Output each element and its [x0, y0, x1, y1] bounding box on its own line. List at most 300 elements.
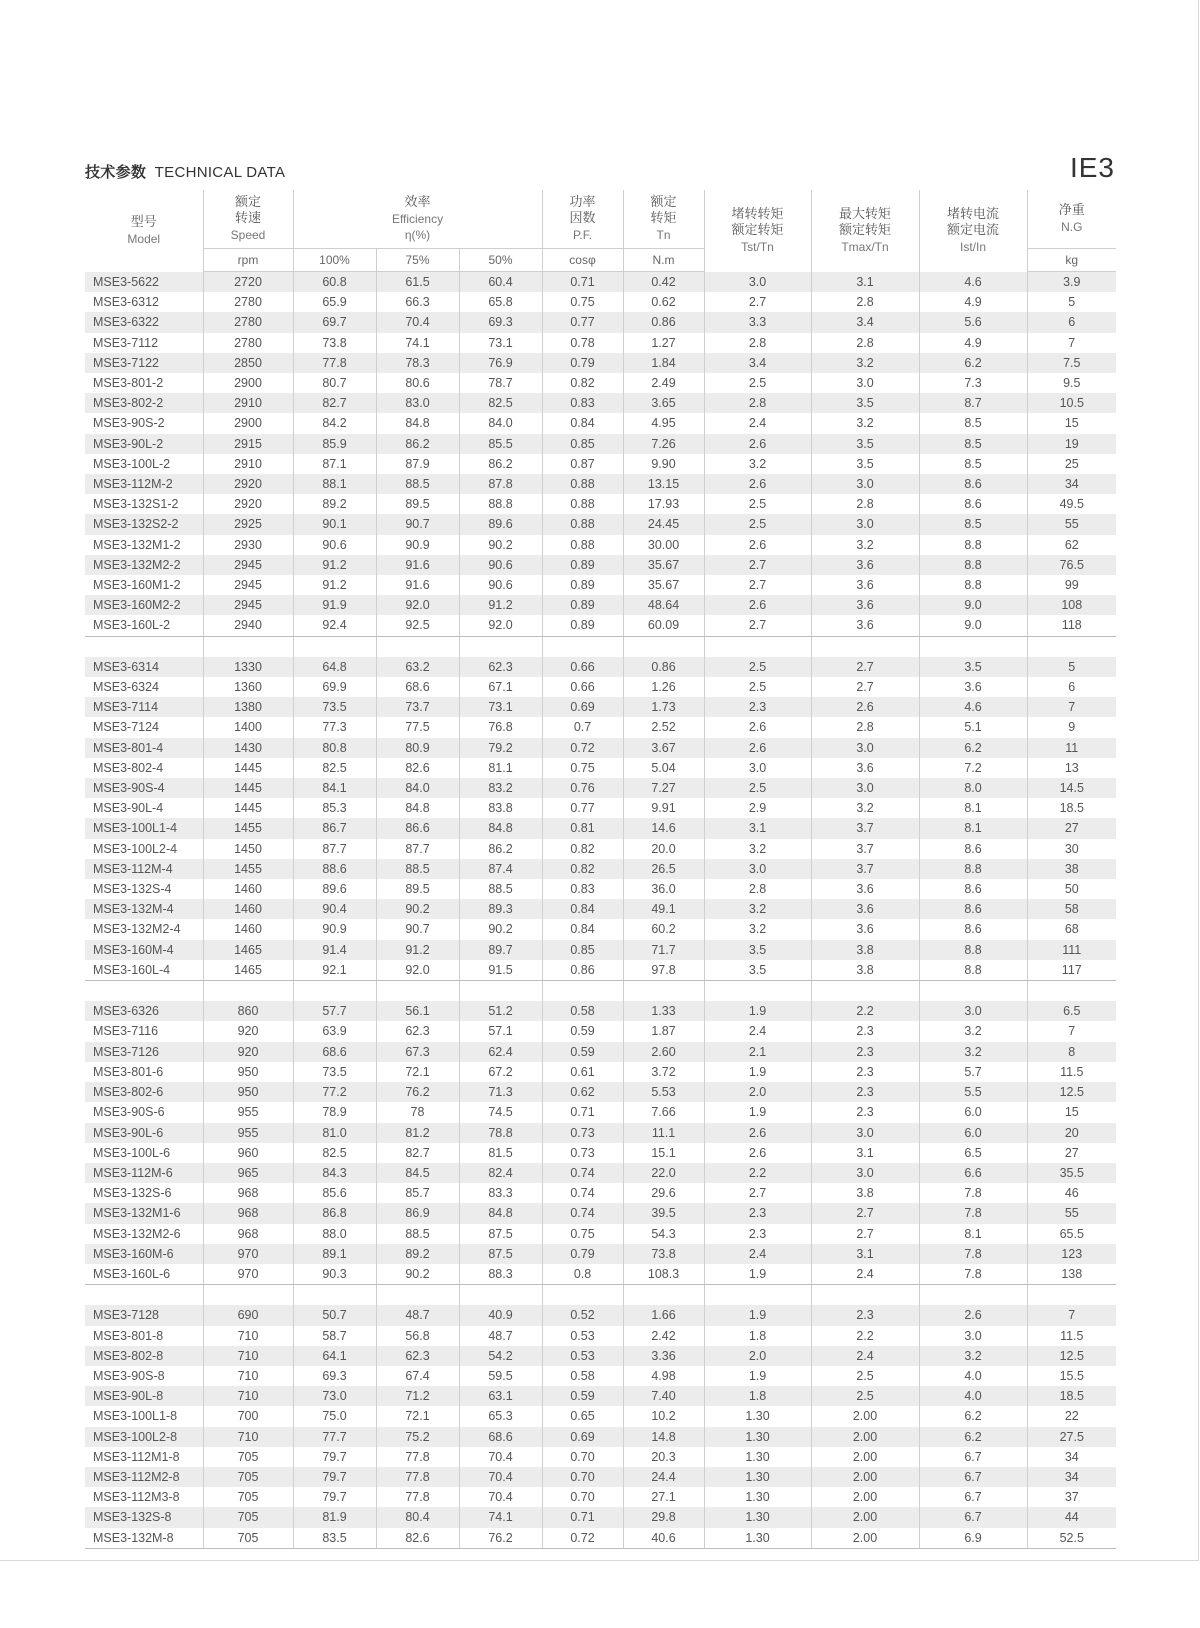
- value-cell: 9.0: [919, 615, 1027, 636]
- value-cell: 79.7: [293, 1487, 376, 1507]
- value-cell: 89.1: [293, 1244, 376, 1264]
- value-cell: 0.86: [542, 960, 623, 981]
- value-cell: 56.8: [376, 1326, 459, 1346]
- value-cell: 0.73: [542, 1143, 623, 1163]
- table-row: [85, 1528, 1116, 1549]
- value-cell: 13.15: [623, 474, 704, 494]
- table-row: [85, 1467, 1116, 1487]
- value-cell: 2.6: [704, 595, 811, 615]
- value-cell: 0.73: [542, 1123, 623, 1143]
- value-cell: 0.42: [623, 272, 704, 293]
- table-row: [85, 1487, 1116, 1507]
- value-cell: 62.3: [376, 1021, 459, 1041]
- model-cell: MSE3-112M3-8: [93, 1490, 180, 1505]
- value-cell: 54.3: [623, 1224, 704, 1244]
- value-cell: 6.0: [919, 1102, 1027, 1122]
- value-cell: 0.62: [623, 292, 704, 312]
- model-cell: MSE3-802-8: [85, 1346, 203, 1366]
- table-row: [85, 657, 1116, 677]
- value-cell: 84.0: [376, 778, 459, 798]
- model-cell: MSE3-7116: [93, 1024, 159, 1039]
- value-cell: 2940: [203, 615, 293, 636]
- value-cell: 7.40: [623, 1386, 704, 1406]
- value-cell: 0.85: [542, 940, 623, 960]
- table-row: [85, 615, 1116, 636]
- value-cell: 0.74: [542, 1203, 623, 1223]
- value-cell: 0.71: [542, 272, 623, 293]
- value-cell: 80.6: [376, 373, 459, 393]
- value-cell: 55: [1027, 1203, 1116, 1223]
- value-cell: 2.00: [811, 1427, 919, 1447]
- value-cell: 2.5: [704, 657, 811, 677]
- model-cell: MSE3-90S-8: [93, 1368, 165, 1383]
- value-cell: 8.5: [919, 454, 1027, 474]
- value-cell: 2.3: [811, 1021, 919, 1041]
- value-cell: 64.8: [293, 657, 376, 677]
- page-title: [85, 161, 285, 182]
- value-cell: 76.2: [376, 1082, 459, 1102]
- model-cell: MSE3-160M1-2: [93, 578, 181, 593]
- value-cell: 24.4: [623, 1467, 704, 1487]
- value-cell: 2900: [203, 413, 293, 433]
- value-cell: 61.5: [376, 272, 459, 293]
- value-cell: 7: [1027, 1021, 1116, 1041]
- value-cell: 1.8: [704, 1326, 811, 1346]
- value-cell: 1400: [203, 717, 293, 737]
- value-cell: 15.5: [1027, 1366, 1116, 1386]
- value-cell: 7.8: [919, 1264, 1027, 1285]
- value-cell: 30.00: [623, 535, 704, 555]
- value-cell: 8.7: [919, 393, 1027, 413]
- value-cell: 15: [1027, 413, 1116, 433]
- model-cell: MSE3-90L-4: [93, 801, 164, 816]
- value-cell: 3.1: [704, 818, 811, 838]
- value-cell: 65.5: [1027, 1224, 1116, 1244]
- value-cell: 2.3: [704, 1224, 811, 1244]
- model-cell: MSE3-801-6: [93, 1064, 164, 1079]
- value-cell: 27.1: [623, 1487, 704, 1507]
- value-cell: 1450: [203, 839, 293, 859]
- value-cell: 3.0: [811, 373, 919, 393]
- value-cell: 3.7: [811, 839, 919, 859]
- value-cell: 77.3: [293, 717, 376, 737]
- model-cell: MSE3-160L-2: [85, 615, 203, 636]
- value-cell: 2.2: [811, 1326, 919, 1346]
- value-cell: 1460: [203, 919, 293, 939]
- value-cell: 1455: [203, 818, 293, 838]
- col-locked-rotor-torque: 堵转转矩 额定转矩 Tst/Tn: [704, 190, 811, 272]
- value-cell: 1.30: [704, 1467, 811, 1487]
- value-cell: 92.0: [376, 960, 459, 981]
- value-cell: 48.7: [376, 1305, 459, 1325]
- value-cell: 2.00: [811, 1528, 919, 1549]
- value-cell: 1460: [203, 879, 293, 899]
- value-cell: 2910: [203, 393, 293, 413]
- value-cell: 84.3: [293, 1163, 376, 1183]
- value-cell: 3.5: [704, 960, 811, 981]
- value-cell: 90.4: [293, 899, 376, 919]
- value-cell: 3.9: [1027, 272, 1116, 293]
- value-cell: 4.0: [919, 1366, 1027, 1386]
- value-cell: 5.5: [919, 1082, 1027, 1102]
- value-cell: 8.8: [919, 940, 1027, 960]
- value-cell: 2.00: [811, 1406, 919, 1426]
- value-cell: 2945: [203, 575, 293, 595]
- value-cell: 3.2: [704, 899, 811, 919]
- value-cell: 84.8: [459, 1203, 542, 1223]
- value-cell: 85.7: [376, 1183, 459, 1203]
- value-cell: 91.5: [459, 960, 542, 981]
- value-cell: 8.1: [919, 1224, 1027, 1244]
- value-cell: 710: [203, 1326, 293, 1346]
- value-cell: 6.7: [919, 1467, 1027, 1487]
- value-cell: 84.5: [376, 1163, 459, 1183]
- value-cell: 9.0: [919, 595, 1027, 615]
- value-cell: 3.1: [811, 1244, 919, 1264]
- value-cell: 6.2: [919, 353, 1027, 373]
- model-cell: MSE3-132S2-2: [85, 514, 203, 534]
- value-cell: 0.82: [542, 839, 623, 859]
- value-cell: 80.7: [293, 373, 376, 393]
- value-cell: 3.2: [811, 353, 919, 373]
- value-cell: 0.83: [542, 879, 623, 899]
- value-cell: 4.98: [623, 1366, 704, 1386]
- value-cell: 74.1: [376, 333, 459, 353]
- value-cell: 2.8: [704, 393, 811, 413]
- value-cell: 39.5: [623, 1203, 704, 1223]
- table-row: [85, 1082, 1116, 1102]
- model-cell: MSE3-90S-4: [85, 778, 203, 798]
- model-cell: MSE3-6322: [85, 312, 203, 332]
- table-row: [85, 738, 1116, 758]
- value-cell: 49.1: [623, 899, 704, 919]
- value-cell: 0.89: [542, 615, 623, 636]
- value-cell: 89.6: [293, 879, 376, 899]
- model-cell: MSE3-112M1-8: [93, 1449, 180, 1464]
- model-cell: MSE3-90L-6: [85, 1123, 203, 1143]
- value-cell: 950: [203, 1082, 293, 1102]
- value-cell: 955: [203, 1102, 293, 1122]
- value-cell: 2.8: [704, 333, 811, 353]
- value-cell: 1.73: [623, 697, 704, 717]
- value-cell: 57.1: [459, 1021, 542, 1041]
- model-cell: MSE3-6326: [85, 1001, 203, 1021]
- value-cell: 59.5: [459, 1366, 542, 1386]
- value-cell: 92.0: [459, 615, 542, 636]
- value-cell: 0.59: [542, 1042, 623, 1062]
- value-cell: 8.8: [919, 535, 1027, 555]
- value-cell: 54.2: [459, 1346, 542, 1366]
- value-cell: 2.8: [704, 879, 811, 899]
- value-cell: 2.7: [704, 292, 811, 312]
- value-cell: 90.2: [459, 919, 542, 939]
- technical-data-table: [85, 190, 1116, 1549]
- value-cell: 2.2: [704, 1163, 811, 1183]
- value-cell: 2780: [203, 333, 293, 353]
- value-cell: 35.67: [623, 555, 704, 575]
- table-header: [85, 190, 1116, 272]
- value-cell: 3.4: [811, 312, 919, 332]
- value-cell: 89.3: [459, 899, 542, 919]
- table-row: [85, 1244, 1116, 1264]
- value-cell: 1445: [203, 798, 293, 818]
- value-cell: 73.1: [459, 697, 542, 717]
- value-cell: 6.7: [919, 1487, 1027, 1507]
- table-row: [85, 677, 1116, 697]
- value-cell: 84.8: [376, 413, 459, 433]
- value-cell: 50: [1027, 879, 1116, 899]
- value-cell: 87.1: [293, 454, 376, 474]
- value-cell: 3.5: [919, 657, 1027, 677]
- value-cell: 2.6: [704, 434, 811, 454]
- value-cell: 3.0: [704, 758, 811, 778]
- model-cell: MSE3-100L-2: [93, 456, 171, 471]
- value-cell: 1.9: [704, 1305, 811, 1325]
- col-breakdown-torque: 最大转矩 额定转矩 Tmax/Tn: [811, 190, 919, 272]
- value-cell: 87.8: [459, 474, 542, 494]
- table-row: [85, 879, 1116, 899]
- value-cell: 3.6: [811, 919, 919, 939]
- value-cell: 82.4: [459, 1163, 542, 1183]
- model-cell: MSE3-6324: [93, 680, 160, 695]
- value-cell: 87.4: [459, 859, 542, 879]
- value-cell: 2720: [203, 272, 293, 293]
- value-cell: 0.75: [542, 292, 623, 312]
- table-row: [85, 1203, 1116, 1223]
- value-cell: 78: [376, 1102, 459, 1122]
- value-cell: 90.6: [459, 575, 542, 595]
- value-cell: 3.2: [919, 1042, 1027, 1062]
- value-cell: 35.67: [623, 575, 704, 595]
- value-cell: 77.8: [376, 1467, 459, 1487]
- value-cell: 8.6: [919, 919, 1027, 939]
- table-row: [85, 413, 1116, 433]
- value-cell: 111: [1027, 940, 1116, 960]
- value-cell: 69.7: [293, 312, 376, 332]
- value-cell: 0.87: [542, 454, 623, 474]
- model-cell: MSE3-6314: [85, 657, 203, 677]
- value-cell: 0.79: [542, 353, 623, 373]
- value-cell: 77.7: [293, 1427, 376, 1447]
- value-cell: 74.5: [459, 1102, 542, 1122]
- value-cell: 62.4: [459, 1042, 542, 1062]
- table-row: [85, 1366, 1116, 1386]
- value-cell: 22.0: [623, 1163, 704, 1183]
- value-cell: 3.2: [704, 919, 811, 939]
- model-cell: MSE3-132S1-2: [93, 497, 179, 512]
- value-cell: 86.2: [459, 839, 542, 859]
- value-cell: 73.8: [623, 1244, 704, 1264]
- value-cell: 2.7: [704, 555, 811, 575]
- model-cell: MSE3-801-4: [85, 738, 203, 758]
- value-cell: 0.62: [542, 1082, 623, 1102]
- value-cell: 1.30: [704, 1487, 811, 1507]
- table-row: [85, 1386, 1116, 1406]
- model-cell: MSE3-132M2-2: [85, 555, 203, 575]
- value-cell: 9.90: [623, 454, 704, 474]
- value-cell: 0.77: [542, 312, 623, 332]
- table-row: [85, 1042, 1116, 1062]
- value-cell: 87.7: [293, 839, 376, 859]
- table-row: [85, 312, 1116, 332]
- value-cell: 88.5: [459, 879, 542, 899]
- value-cell: 1.84: [623, 353, 704, 373]
- value-cell: 0.7: [542, 717, 623, 737]
- value-cell: 2.7: [811, 1224, 919, 1244]
- value-cell: 27: [1027, 1143, 1116, 1163]
- value-cell: 2.4: [704, 413, 811, 433]
- value-cell: 0.58: [542, 1366, 623, 1386]
- value-cell: 86.2: [459, 454, 542, 474]
- value-cell: 2915: [203, 434, 293, 454]
- value-cell: 0.59: [542, 1386, 623, 1406]
- value-cell: 2945: [203, 555, 293, 575]
- value-cell: 3.2: [919, 1021, 1027, 1041]
- value-cell: 88.6: [293, 859, 376, 879]
- value-cell: 4.9: [919, 333, 1027, 353]
- value-cell: 78.3: [376, 353, 459, 373]
- value-cell: 10.5: [1027, 393, 1116, 413]
- model-cell: MSE3-160L-6: [85, 1264, 203, 1285]
- value-cell: 84.0: [459, 413, 542, 433]
- value-cell: 83.8: [459, 798, 542, 818]
- value-cell: 0.53: [542, 1326, 623, 1346]
- model-cell: MSE3-132M-4: [85, 899, 203, 919]
- value-cell: 68.6: [459, 1427, 542, 1447]
- value-cell: 138: [1027, 1264, 1116, 1285]
- value-cell: 92.1: [293, 960, 376, 981]
- value-cell: 3.0: [919, 1001, 1027, 1021]
- group-spacer: [85, 1285, 1116, 1306]
- value-cell: 968: [203, 1183, 293, 1203]
- value-cell: 0.89: [542, 575, 623, 595]
- value-cell: 8.8: [919, 960, 1027, 981]
- value-cell: 87.7: [376, 839, 459, 859]
- value-cell: 3.8: [811, 940, 919, 960]
- value-cell: 118: [1027, 615, 1116, 636]
- value-cell: 63.9: [293, 1021, 376, 1041]
- model-cell: MSE3-100L1-4: [85, 818, 203, 838]
- value-cell: 0.70: [542, 1467, 623, 1487]
- value-cell: 3.4: [704, 353, 811, 373]
- value-cell: 2.1: [704, 1042, 811, 1062]
- value-cell: 5.53: [623, 1082, 704, 1102]
- value-cell: 81.2: [376, 1123, 459, 1143]
- value-cell: 123: [1027, 1244, 1116, 1264]
- value-cell: 2.9: [704, 798, 811, 818]
- value-cell: 77.8: [376, 1487, 459, 1507]
- value-cell: 2910: [203, 454, 293, 474]
- col-efficiency: 效率 Efficiency η(%): [293, 190, 542, 249]
- value-cell: 57.7: [293, 1001, 376, 1021]
- value-cell: 6.2: [919, 1406, 1027, 1426]
- value-cell: 8.1: [919, 818, 1027, 838]
- value-cell: 22: [1027, 1406, 1116, 1426]
- value-cell: 920: [203, 1042, 293, 1062]
- value-cell: 968: [203, 1224, 293, 1244]
- value-cell: 5.7: [919, 1062, 1027, 1082]
- value-cell: 2.8: [811, 717, 919, 737]
- table-row: [85, 758, 1116, 778]
- value-cell: 690: [203, 1305, 293, 1325]
- value-cell: 2.3: [704, 1203, 811, 1223]
- value-cell: 6.0: [919, 1123, 1027, 1143]
- value-cell: 7.66: [623, 1102, 704, 1122]
- value-cell: 14.5: [1027, 778, 1116, 798]
- value-cell: 68.6: [376, 677, 459, 697]
- value-cell: 8.5: [919, 413, 1027, 433]
- value-cell: 66.3: [376, 292, 459, 312]
- value-cell: 82.5: [293, 1143, 376, 1163]
- value-cell: 860: [203, 1001, 293, 1021]
- value-cell: 77.5: [376, 717, 459, 737]
- value-cell: 3.36: [623, 1346, 704, 1366]
- model-cell: MSE3-132M2-4: [93, 922, 181, 937]
- value-cell: 62.3: [459, 657, 542, 677]
- value-cell: 2780: [203, 292, 293, 312]
- model-cell: MSE3-5622: [85, 272, 203, 293]
- value-cell: 73.0: [293, 1386, 376, 1406]
- model-cell: MSE3-100L2-8: [85, 1427, 203, 1447]
- value-cell: 18.5: [1027, 1386, 1116, 1406]
- value-cell: 1445: [203, 778, 293, 798]
- value-cell: 70.4: [459, 1467, 542, 1487]
- value-cell: 2.7: [704, 1183, 811, 1203]
- value-cell: 34: [1027, 1467, 1116, 1487]
- value-cell: 2.6: [704, 1143, 811, 1163]
- value-cell: 90.1: [293, 514, 376, 534]
- value-cell: 2.6: [704, 1123, 811, 1143]
- value-cell: 3.6: [811, 595, 919, 615]
- value-cell: 2.5: [704, 373, 811, 393]
- value-cell: 37: [1027, 1487, 1116, 1507]
- value-cell: 2.4: [811, 1264, 919, 1285]
- value-cell: 1.9: [704, 1366, 811, 1386]
- value-cell: 14.8: [623, 1427, 704, 1447]
- value-cell: 92.0: [376, 595, 459, 615]
- value-cell: 0.74: [542, 1163, 623, 1183]
- value-cell: 1.9: [704, 1001, 811, 1021]
- value-cell: 87.9: [376, 454, 459, 474]
- value-cell: 67.4: [376, 1366, 459, 1386]
- value-cell: 67.1: [459, 677, 542, 697]
- value-cell: 117: [1027, 960, 1116, 981]
- value-cell: 86.2: [376, 434, 459, 454]
- value-cell: 4.6: [919, 272, 1027, 293]
- value-cell: 8.0: [919, 778, 1027, 798]
- model-cell: MSE3-132M1-6: [85, 1203, 203, 1223]
- value-cell: 90.3: [293, 1264, 376, 1285]
- value-cell: 0.82: [542, 859, 623, 879]
- value-cell: 77.8: [376, 1447, 459, 1467]
- table-row: [85, 1427, 1116, 1447]
- value-cell: 51.2: [459, 1001, 542, 1021]
- model-cell: MSE3-802-6: [85, 1082, 203, 1102]
- value-cell: 2.3: [811, 1102, 919, 1122]
- value-cell: 2.00: [811, 1447, 919, 1467]
- value-cell: 86.9: [376, 1203, 459, 1223]
- value-cell: 2.5: [704, 494, 811, 514]
- value-cell: 90.9: [376, 535, 459, 555]
- value-cell: 88.5: [376, 474, 459, 494]
- value-cell: 1465: [203, 960, 293, 981]
- value-cell: 90.9: [293, 919, 376, 939]
- value-cell: 1.30: [704, 1447, 811, 1467]
- table-row: [85, 1447, 1116, 1467]
- value-cell: 4.6: [919, 697, 1027, 717]
- value-cell: 83.2: [459, 778, 542, 798]
- value-cell: 0.8: [542, 1264, 623, 1285]
